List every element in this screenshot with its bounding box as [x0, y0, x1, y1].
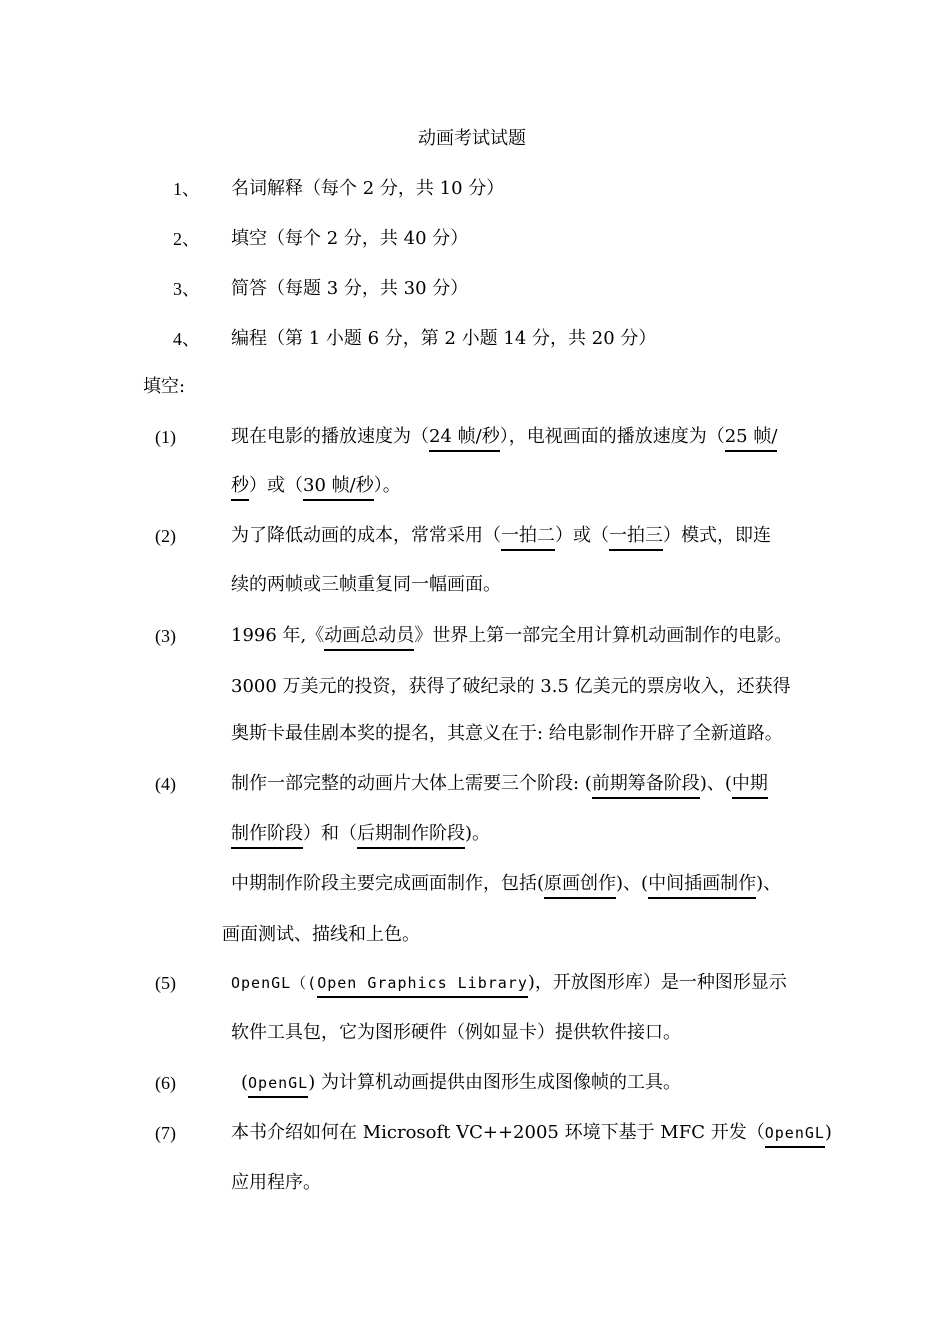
question-text: [231, 871, 781, 899]
text-segment: )、: [756, 873, 782, 894]
question-number: (2): [155, 526, 176, 546]
answer-blank: 24 帧/秒: [429, 426, 500, 452]
text-segment: 制作一部完整的动画片大体上需要三个阶段: (: [231, 773, 592, 794]
answer-blank: 25 帧/: [725, 426, 778, 452]
text-segment: 为了降低动画的成本，常常采用（: [231, 525, 501, 546]
text-segment: ）或（: [555, 525, 609, 546]
answer-blank: 秒: [231, 475, 249, 501]
answer-blank: 后期制作阶段: [357, 823, 465, 849]
question-number: (1): [155, 427, 176, 447]
answer-blank: OpenGL: [248, 1072, 308, 1098]
text-segment: ) 为计算机动画提供由图形生成图像帧的工具。: [308, 1072, 681, 1093]
question-text: [231, 1120, 832, 1148]
text-segment: ）和（: [303, 823, 357, 844]
answer-blank: OpenGL: [765, 1122, 825, 1148]
text-segment: 》世界上第一部完全用计算机动画制作的电影。: [414, 625, 793, 646]
section-number: 4、: [173, 329, 200, 349]
question-text: 续的两帧或三帧重复同一幅画面。: [231, 574, 501, 595]
answer-blank: 前期筹备阶段: [592, 773, 700, 799]
answer-blank: 原画创作: [544, 873, 616, 899]
section-text: 名词解释（每个 2 分，共 10 分）: [231, 178, 505, 199]
question-text: [231, 424, 777, 452]
text-segment: ）或（: [249, 475, 303, 496]
question-number: (6): [155, 1073, 176, 1093]
answer-blank: 一拍二: [501, 525, 555, 551]
answer-blank: 制作阶段: [231, 823, 303, 849]
answer-blank: 动画总动员: [324, 625, 414, 651]
section-text: 填空（每个 2 分，共 40 分）: [231, 228, 469, 249]
question-text: 软件工具包，它为图形硬件（例如显卡）提供软件接口。: [231, 1022, 681, 1043]
text-segment: OpenGL（(: [231, 974, 318, 992]
answer-blank: Open Graphics Library: [317, 972, 528, 998]
question-text: [241, 1070, 681, 1098]
question-text: 3000 万美元的投资，获得了破纪录的 3.5 亿美元的票房收入，还获得: [231, 676, 791, 697]
question-number: (3): [155, 626, 176, 646]
question-text: [231, 523, 771, 551]
text-segment: )，开放图形库）是一种图形显示: [527, 972, 787, 993]
answer-blank: 一拍三: [609, 525, 663, 551]
question-text: 应用程序。: [231, 1172, 321, 1193]
section-text: 简答（每题 3 分，共 30 分）: [231, 278, 469, 299]
text-segment: ）。: [373, 475, 401, 496]
text-segment: 中期制作阶段主要完成画面制作，包括(: [231, 873, 545, 894]
section-text: 编程（第 1 小题 6 分，第 2 小题 14 分，共 20 分）: [231, 328, 657, 349]
text-segment: 现在电影的播放速度为（: [231, 426, 429, 447]
text-segment: ): [824, 1122, 832, 1143]
question-text: [231, 473, 401, 501]
text-segment: 1996 年,《: [231, 625, 325, 646]
text-segment: )、(: [616, 873, 649, 894]
fill-heading: 填空:: [143, 376, 186, 397]
question-number: (7): [155, 1123, 176, 1143]
question-text: 奥斯卡最佳剧本奖的提名，其意义在于: 给电影制作开辟了全新道路。: [231, 723, 783, 744]
question-text: [231, 771, 768, 799]
answer-blank: 中期: [732, 773, 768, 799]
text-segment: ），电视画面的播放速度为（: [499, 426, 725, 447]
answer-blank: 30 帧/秒: [303, 475, 374, 501]
text-segment: ）模式，即连: [663, 525, 771, 546]
question-text: [231, 623, 792, 651]
question-number: (4): [155, 774, 176, 794]
section-number: 2、: [173, 229, 200, 249]
section-number: 1、: [173, 179, 200, 199]
text-segment: )、(: [699, 773, 732, 794]
answer-blank: 中间插画制作: [648, 873, 756, 899]
text-segment: (: [241, 1072, 249, 1093]
text-segment: 本书介绍如何在 Microsoft VC++2005 环境下基于 MFC 开发（: [231, 1122, 765, 1143]
question-text: 画面测试、描线和上色。: [222, 924, 420, 945]
document-title: 动画考试试题: [418, 128, 526, 149]
question-text: [231, 970, 787, 998]
section-number: 3、: [173, 279, 200, 299]
question-text: [231, 821, 490, 849]
question-number: (5): [155, 973, 176, 993]
text-segment: )。: [465, 823, 491, 844]
